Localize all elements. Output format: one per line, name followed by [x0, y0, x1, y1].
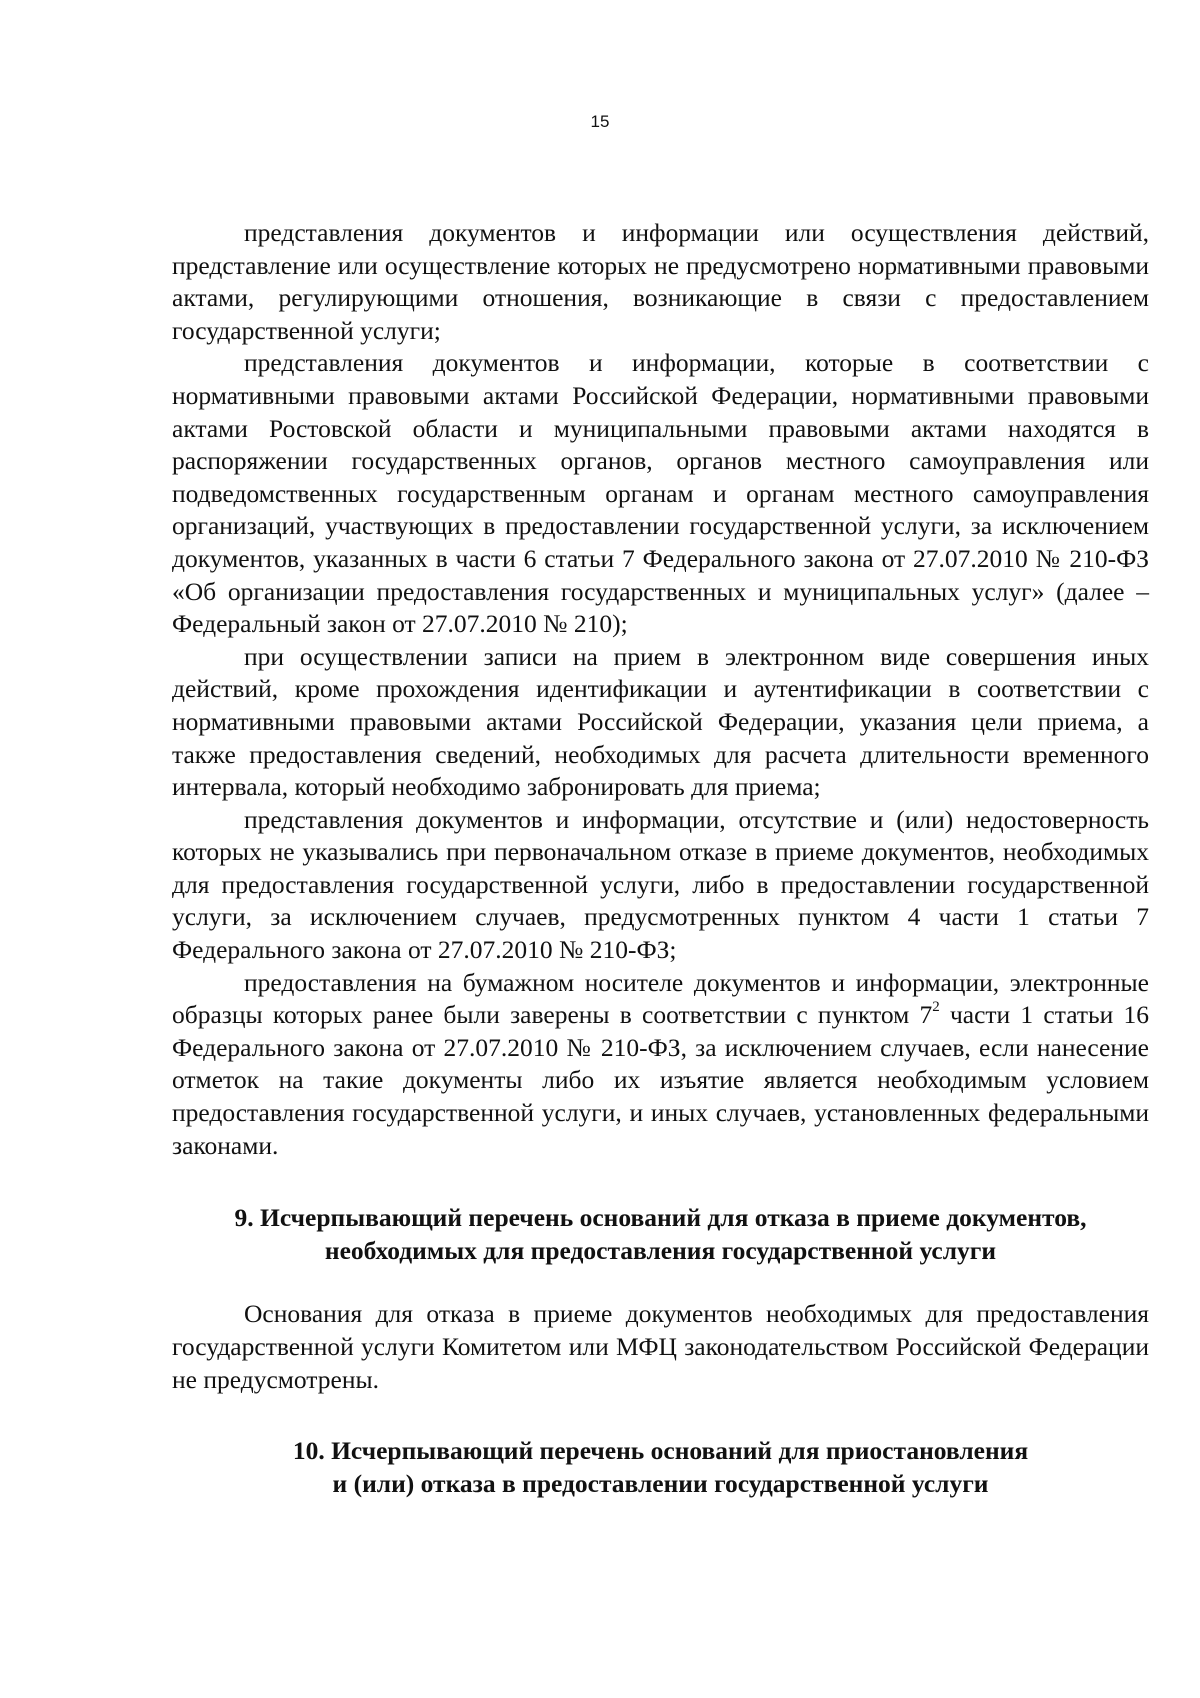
paragraph: [172, 967, 1149, 1163]
paragraph-text: части 1 статьи 16 Федерального закона от 27.07.2010 № 210-ФЗ, за исключением случаев, если нанесение отметок на такие документы либо их изъятие является необходимым условием предоставления государственной услуги, и иных случаев, установленных федеральными законами.: [172, 1000, 1149, 1160]
paragraph: представления документов и информации или осуществления действий, представление или осуществление которых не предусмотрено нормативными правовыми актами, регулирующими отношения, возникающие в связи с предоставлением государственной услуги;: [172, 218, 1149, 345]
paragraph: представления документов и информации, которые в соответствии с нормативными правовыми актами Российской Федерации, нормативными правовыми актами Ростовской области и муниципальными правовыми актами находятся в распоряжении государственных органов, органов местного самоуправления или подведомственных государственным органам и органам местного самоуправления организаций, участвующих в предоставлении государственной услуги, за исключением документов, указанных в части 6 статьи 7 Федерального закона от 27.07.2010 № 210-ФЗ «Об организации предоставления государственных и муниципальных услуг» (далее – Федеральный закон от 27.07.2010 № 210);: [172, 348, 1149, 639]
heading-line: и (или) отказа в предоставлении государственной услуги: [332, 1468, 989, 1498]
paragraph-text: предоставления на бумажном носителе документов и информации, электронные образцы которых ранее были заверены в соответствии с пунктом 7: [172, 967, 1149, 1030]
heading-line: 9. Исчерпывающий перечень оснований для отказа в приеме документов,: [234, 1203, 1087, 1233]
paragraph: при осуществлении записи на прием в электронном виде совершения иных действий, кроме прохождения идентификации и аутентификации в соответствии с нормативными правовыми актами Российской Федерации, указания цели приема, а также предоставления сведений, необходимых для расчета длительности временного интервала, который необходимо забронировать для приема;: [172, 641, 1149, 802]
section-9-heading: [172, 1202, 1149, 1267]
superscript: 2: [932, 998, 940, 1015]
section-10-heading: [172, 1435, 1149, 1500]
paragraph: представления документов и информации, отсутствие и (или) недостоверность которых не указывались при первоначальном отказе в приеме документов, необходимых для предоставления государственной услуги, либо в предоставлении государственной услуги, за исключением случаев, предусмотренных пунктом 4 части 1 статьи 7 Федерального закона от 27.07.2010 № 210-ФЗ;: [172, 804, 1149, 965]
section-9-text: Основания для отказа в приеме документов необходимых для предоставления государственной услуги Комитетом или МФЦ законодательством Российской Федерации не предусмотрены.: [172, 1299, 1149, 1394]
heading-line: 10. Исчерпывающий перечень оснований для приостановления: [292, 1436, 1029, 1466]
document-body: [172, 217, 1149, 1500]
page-number: 15: [590, 112, 610, 131]
heading-line: необходимых для предоставления государственной услуги: [324, 1235, 997, 1265]
